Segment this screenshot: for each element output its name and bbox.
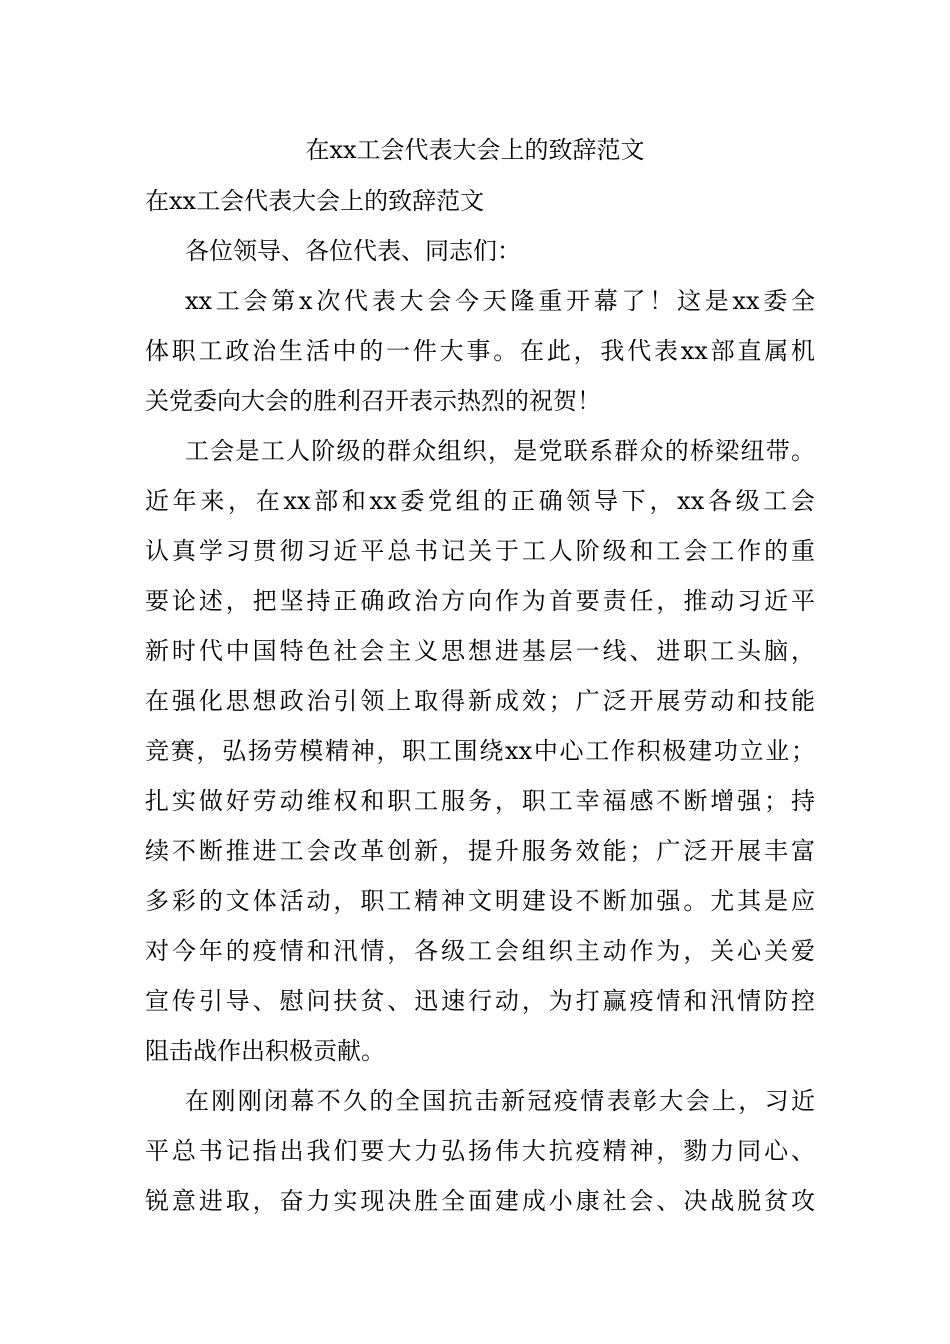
paragraph-line: 要论述，把坚持正确政治方向作为首要责任，推动习近平 bbox=[145, 587, 815, 615]
paragraph-line: 新时代中国特色社会主义思想进基层一线、进职工头脑， bbox=[145, 637, 815, 665]
paragraph-line: 关党委向大会的胜利召开表示热烈的祝贺！ bbox=[145, 387, 601, 415]
document-body bbox=[145, 181, 815, 1231]
paragraph-line: 对今年的疫情和汛情，各级工会组织主动作为，关心关爱 bbox=[145, 937, 815, 965]
paragraph-line: xx工会第x次代表大会今天隆重开幕了！这是xx委全 bbox=[185, 287, 815, 315]
paragraph-line: 续不断推进工会改革创新，提升服务效能；广泛开展丰富 bbox=[145, 837, 815, 865]
paragraph-line: 平总书记指出我们要大力弘扬伟大抗疫精神，勠力同心、 bbox=[145, 1137, 815, 1165]
paragraph-line: 竞赛，弘扬劳模精神，职工围绕xx中心工作积极建功立业； bbox=[145, 737, 815, 765]
paragraph-line: 宣传引导、慰问扶贫、迅速行动，为打赢疫情和汛情防控 bbox=[145, 987, 815, 1015]
paragraph-line: 近年来，在xx部和xx委党组的正确领导下，xx各级工会 bbox=[145, 487, 815, 515]
paragraph-line: 在刚刚闭幕不久的全国抗击新冠疫情表彰大会上，习近 bbox=[185, 1087, 815, 1115]
paragraph-line: 在强化思想政治引领上取得新成效；广泛开展劳动和技能 bbox=[145, 687, 815, 715]
paragraph-line: 扎实做好劳动维权和职工服务，职工幸福感不断增强；持 bbox=[145, 787, 815, 815]
paragraph-line: 工会是工人阶级的群众组织，是党联系群众的桥梁纽带。 bbox=[185, 437, 815, 465]
paragraph-line: 体职工政治生活中的一件大事。在此，我代表xx部直属机 bbox=[145, 337, 815, 365]
paragraph-line: 多彩的文体活动，职工精神文明建设不断加强。尤其是应 bbox=[145, 887, 815, 915]
document-subtitle: 在xx工会代表大会上的致辞范文 bbox=[145, 187, 485, 215]
paragraph-line: 锐意进取，奋力实现决胜全面建成小康社会、决战脱贫攻 bbox=[145, 1187, 815, 1215]
greeting-line: 各位领导、各位代表、同志们： bbox=[185, 237, 521, 265]
paragraph-line: 认真学习贯彻习近平总书记关于工人阶级和工会工作的重 bbox=[145, 537, 815, 565]
paragraph-line: 阻击战作出积极贡献。 bbox=[145, 1037, 385, 1065]
document-title: 在xx工会代表大会上的致辞范文 bbox=[305, 136, 645, 164]
